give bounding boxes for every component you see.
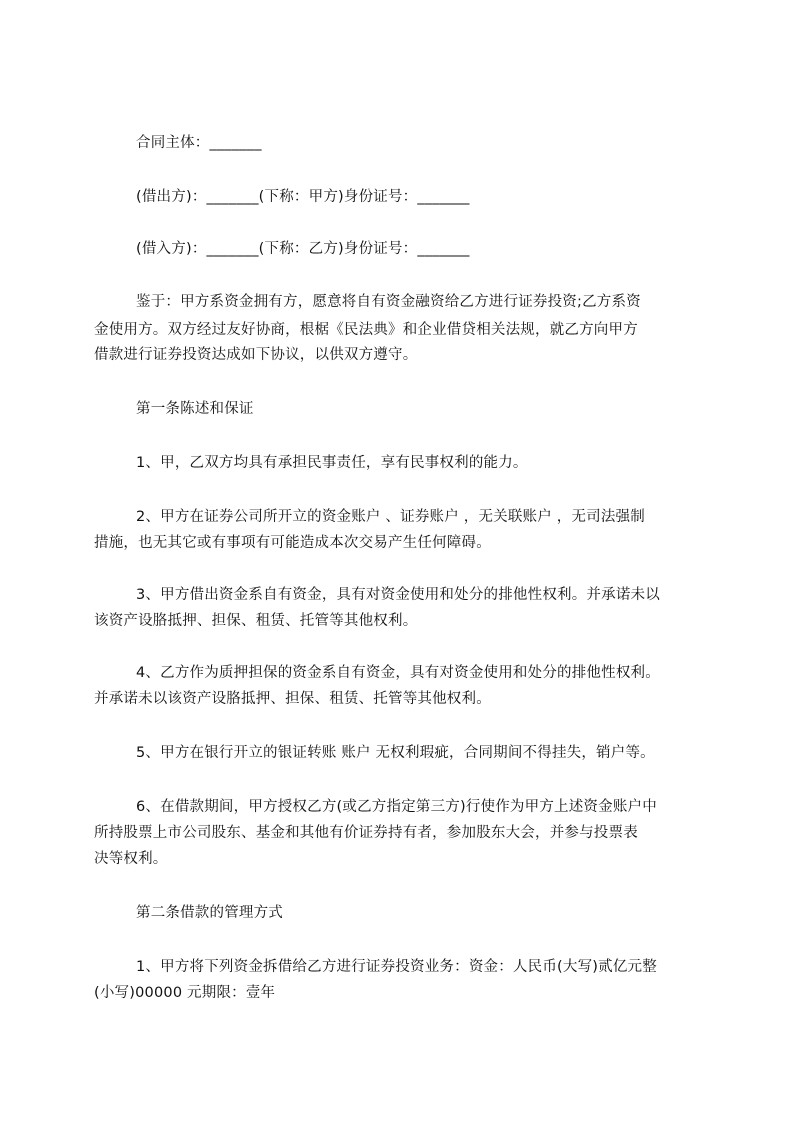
article-1-item-2-line-1: 2、甲方在证券公司所开立的资金账户 、证券账户 ，无关联账户 ，无司法强制: [136, 509, 645, 525]
article-1-item-6-line-1: 6、在借款期间，甲方授权乙方(或乙方指定第三方)行使作为甲方上述资金账户中: [136, 799, 657, 815]
article-1-item-4-line-2: 并承诺未以该资产设胳抵押、担保、租赁、托管等其他权利。: [94, 691, 491, 707]
article-2-title: 第二条借款的管理方式: [136, 905, 283, 921]
article-1-item-3-line-1: 3、甲方借出资金系自有资金，具有对资金使用和处分的排他性权利。并承诺未以: [136, 587, 660, 603]
preamble-line-2: 金使用方。双方经过友好协商，根椐《民法典》和企业借贷相关法规，就乙方向甲方: [94, 322, 638, 338]
borrower-line: (借入方)：_______(下称：乙方)身份证号：_______: [136, 241, 470, 257]
article-1-item-4-line-1: 4、乙方作为质押担保的资金系自有资金，具有对资金使用和处分的排他性权利。: [136, 665, 660, 681]
article-2-item-1-line-1: 1、甲方将下列资金拆借给乙方进行证券投资业务：资金：人民币(大写)贰亿元整: [136, 959, 657, 975]
article-2-item-1-line-2: (小写)00000 元期限：壹年: [94, 985, 276, 1001]
lender-line: (借出方)：_______(下称：甲方)身份证号：_______: [136, 189, 470, 205]
article-1-item-5: 5、甲方在银行开立的银证转账 账户 无权利瑕疵，合同期间不得挂失，销户等。: [136, 745, 655, 761]
article-1-item-6-line-2: 所持股票上市公司股东、基金和其他有价证券持有者，参加股东大会，并参与投票表: [94, 825, 638, 841]
contract-subject-line: 合同主体：_______: [136, 135, 262, 151]
article-1-title: 第一条陈述和保证: [136, 401, 254, 417]
preamble-line-3: 借款进行证券投资达成如下协议，以供双方遵守。: [94, 347, 418, 363]
article-1-item-3-line-2: 该资产设胳抵押、担保、租赁、托管等其他权利。: [94, 613, 418, 629]
article-1-item-2-line-2: 措施，也无其它或有事项有可能造成本次交易产生任何障碍。: [94, 535, 491, 551]
preamble-line-1: 鉴于：甲方系资金拥有方，愿意将自有资金融资给乙方进行证券投资;乙方系资: [136, 294, 641, 310]
article-1-item-1: 1、甲，乙双方均具有承担民事责任，享有民事权利的能力。: [136, 455, 528, 471]
article-1-item-6-line-3: 决等权利。: [94, 851, 168, 867]
